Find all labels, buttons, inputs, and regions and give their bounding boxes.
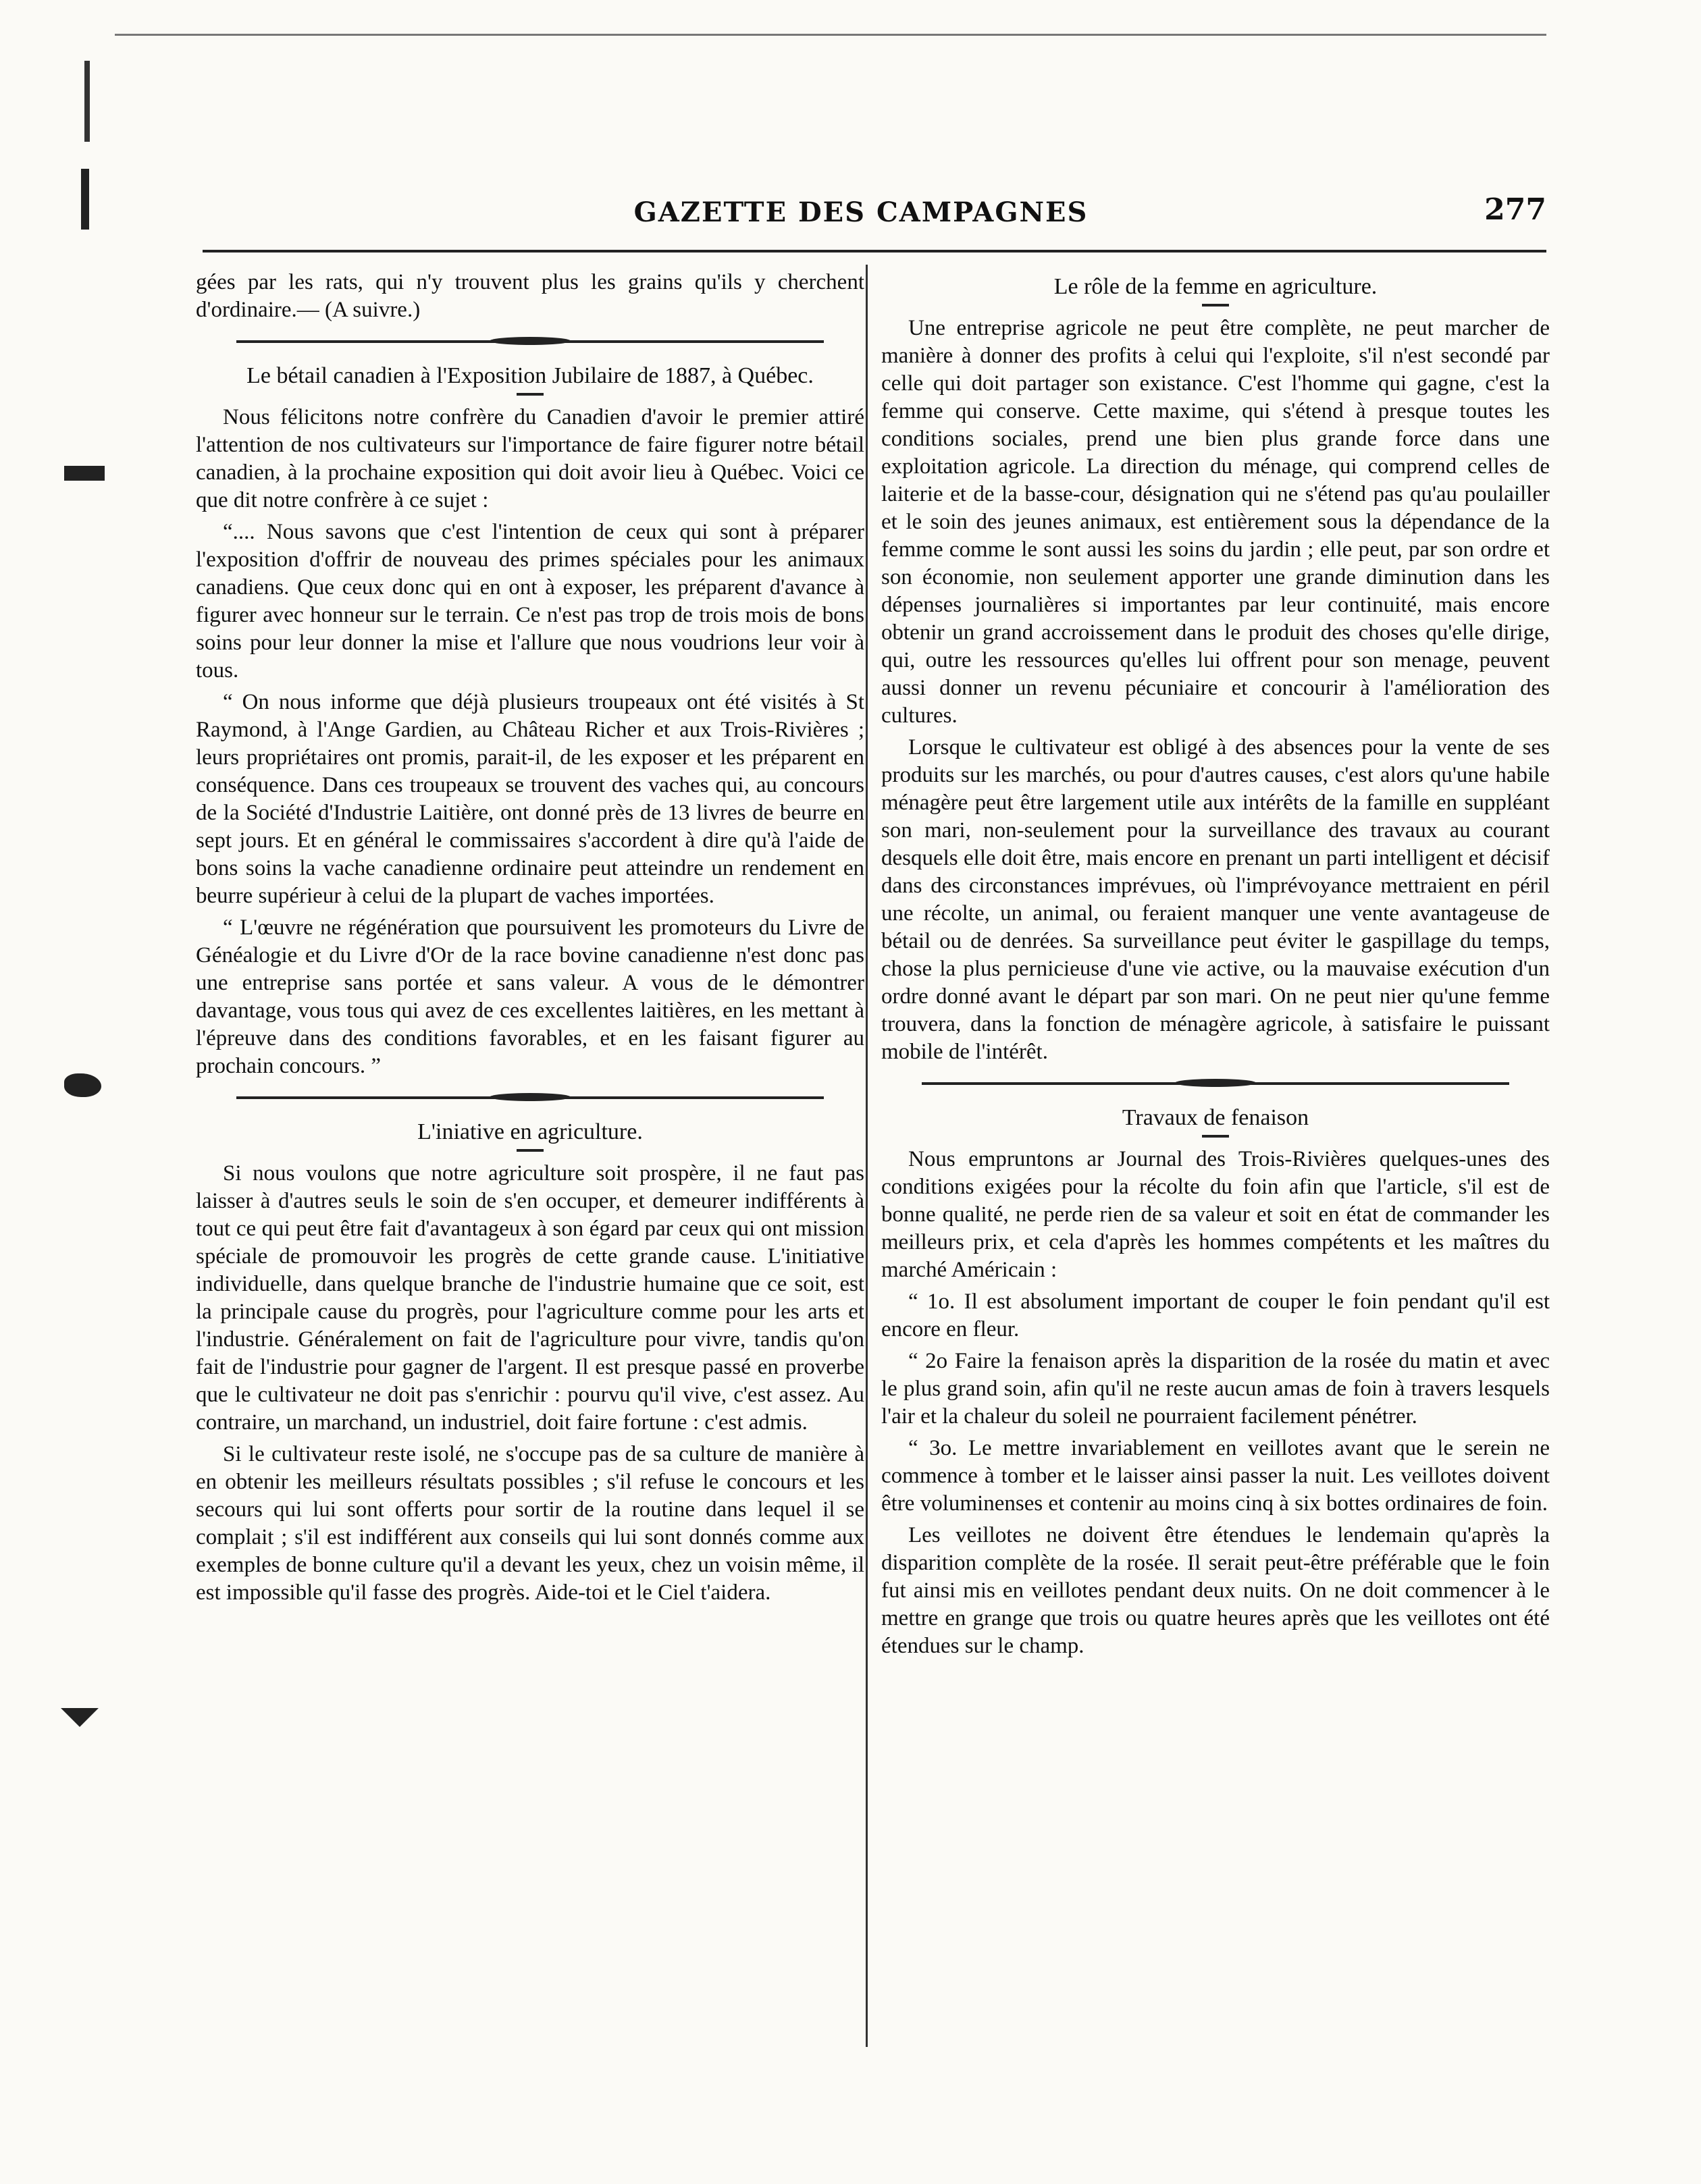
article-paragraph: Si le cultivateur reste isolé, ne s'occupe pas de sa culture de manière à en obtenir les meilleurs résultats possibles ; s'il refuse le concours et les secours qui lui sont offerts pour sortir de la routine dans lequel il se complait ; s'il est indifférent aux conseils qui lui sont donnés comme aux exemples de bonne culture qu'il a devant les yeux, chez un voisin même, il est impossible qu'il fasse des progrès. Aide-toi et le Ciel t'aidera. bbox=[196, 1442, 864, 1605]
article-paragraph: Nous félicitons notre confrère du Canadien d'avoir le premier attiré l'attention de nos cultivateurs sur l'importance de faire figurer notre bétail canadien, à la prochaine exposition qui doit avoir lieu à Québec. Voici ce que dit notre confrère à ce sujet : bbox=[196, 405, 864, 512]
article-paragraph: Une entreprise agricole ne peut être complète, ne peut marcher de manière à donner des profits à celui qui l'exploite, s'il n'est secondé par celle qui doit partager son existance. C'est l'homme qui gagne, c'est la femme qui conserve. Cette maxime, qui s'étend à presque toutes les conditions sociales, prend une bien plus grande force dans une exploitation agricole. La direction du ménage, qui comprend celles de laiterie et de la basse-cour, désignation qui ne s'étend pas qu'au poulailler et le soin des jeunes animaux, est entièrement sous la dépendance de la femme comme le sont aussi les soins du jardin ; elle peut, par son ordre et son économie, non seulement apporter une grande diminution dans les dépenses journalières si importantes par leur continuité, mais encore obtenir un grand accroissement dans le produit des choses qu'elle dirige, qui, outre les ressources qu'elles lui offrent pour son menage, peuvent aussi donner un revenu pécuniaire et concourir à l'amélioration des cultures. bbox=[881, 316, 1550, 728]
right-column bbox=[881, 269, 1550, 1664]
article-paragraph: “ 1o. Il est absolument important de couper le foin pendant qu'il est encore en fleur. bbox=[881, 1289, 1550, 1341]
article-title: Le rôle de la femme en agriculture. bbox=[1053, 274, 1378, 299]
article-paragraph: “ On nous informe que déjà plusieurs troupeaux ont été visités à St Raymond, à l'Ange Gardien, au Château Richer et aux Trois-Rivières ; leurs propriétaires ont promis, parait-il, de les exposer et les préparent en conséquence. Dans ces troupeaux se trouvent des vaches qui, au concours de la Société d'Industrie Laitière, ont donné près de 13 livres de beurre en sept jours. Et en général le commissaires s'accordent à dire qu'à l'aide de bons soins la vache canadienne ordinaire peut atteindre un rendement en beurre supérieur à celui de la plupart de vaches importées. bbox=[196, 690, 864, 908]
continued-text: gées par les rats, qui n'y trouvent plus les grains qu'ils y cherchent d'ordinaire.— (A suivre.) bbox=[196, 270, 864, 322]
article-paragraph: “ 3o. Le mettre invariablement en veillotes avant que le serein ne commence à tomber et le laisser ainsi passer la nuit. Les veillotes doivent être voluminenses et contenir au moins cinq à six bottes ordinaires de foin. bbox=[881, 1436, 1550, 1516]
article-paragraph: Les veillotes ne doivent être étendues le lendemain qu'après la disparition complète de la rosée. Il serait peut-être préférable que le foin fut ainsi mis en veillotes pendant deux nuits. On ne doit commencer à le mettre en grange que trois ou quatre heures après que les veillotes ont été étendues sur le champ. bbox=[881, 1523, 1550, 1658]
article-paragraph: “ 2o Faire la fenaison après la disparition de la rosée du matin et avec le plus grand soin, afin qu'il ne reste aucun amas de foin à travers lesquels l'air et la chaleur du soleil ne pourraient facilement pénétrer. bbox=[881, 1349, 1550, 1429]
title-rule bbox=[517, 1149, 544, 1152]
article-paragraph: “ L'œuvre ne régénération que poursuivent les promoteurs du Livre de Généalogie et du Livre d'Or de la race bovine canadienne n'est donc pas une entreprise sans portée et sans valeur. A vous de le démontrer davantage, vous tous qui avez de ces excellentes laitières, en les mettant à l'épreuve dans des conditions favorables, et en les faisant figurer au prochain concours. ” bbox=[196, 915, 864, 1078]
title-rule bbox=[1202, 304, 1229, 307]
title-rule bbox=[517, 393, 544, 396]
article-paragraph: Lorsque le cultivateur est obligé à des absences pour la vente de ses produits sur les marchés, ou pour d'autres causes, c'est alors qu'une habile ménagère peut être largement utile aux intérêts de la famille en suppléant son mari, non-seulement pour la surveillance des travaux au courant desquels elle doit être, mais encore en prenant un parti intelligent et décisif dans des circonstances imprévues, où l'imprévoyance mettraient en péril une récolte, un animal, ou feraient manquer une vente avantageuse de bétail ou de denrées. Sa surveillance peut éviter le gaspillage du temps, chose la plus pernicieuse d'une vie active, ou la mauvaise exécution d'un ordre donné avant le départ par son mari. On ne peut nier qu'une femme trouvera, dans la fonction de ménagère agricole, à satisfaire le puissant mobile de l'intérêt. bbox=[881, 735, 1550, 1064]
ornament-divider bbox=[881, 1077, 1550, 1090]
left-column bbox=[196, 269, 864, 1611]
margin-mark bbox=[81, 169, 89, 230]
title-rule bbox=[1202, 1135, 1229, 1138]
running-title: GAZETTE DES CAMPAGNES bbox=[633, 196, 1089, 228]
column-divider bbox=[866, 265, 868, 2047]
page-number: 277 bbox=[1484, 192, 1546, 227]
article-title: L'iniative en agriculture. bbox=[417, 1119, 643, 1144]
article-paragraph: Nous empruntons ar Journal des Trois-Rivières quelques-unes des conditions exigées pour la récolte du foin afin que l'article, s'il est de bonne qualité, ne perde rien de sa valeur et soit en état de commander les meilleurs prix, et cela d'après les hommes compétents et les maîtres du marché Américain : bbox=[881, 1147, 1550, 1282]
margin-mark bbox=[61, 1708, 99, 1727]
page-header bbox=[176, 192, 1546, 240]
article-title: Travaux de fenaison bbox=[1122, 1105, 1309, 1130]
scan-top-edge bbox=[115, 34, 1546, 36]
margin-mark bbox=[64, 1073, 101, 1097]
article-paragraph: Si nous voulons que notre agriculture soit prospère, il ne faut pas laisser à d'autres seuls le soin de s'en occuper, et demeurer indifférents à tout ce qui peut être fait d'avantageux à son égard par ceux qui ont mission spéciale de promouvoir les progrès de cette grande cause. L'initiative individuelle, dans quelque branche de l'industrie humaine que ce soit, est la principale cause du progrès, pour l'agriculture comme pour les arts et l'industrie. Généralement on fait de l'agriculture pour vivre, tandis qu'on fait de l'industrie pour gagner de l'argent. Il est presque passé en proverbe que le cultivateur ne doit pas s'enrichir : pourvu qu'il vive, c'est assez. Au contraire, un marchand, un industriel, doit faire fortune : c'est admis. bbox=[196, 1161, 864, 1435]
header-rule bbox=[203, 250, 1546, 252]
ornament-divider bbox=[196, 1091, 864, 1104]
margin-mark bbox=[84, 61, 90, 142]
ornament-divider bbox=[196, 335, 864, 348]
margin-mark bbox=[64, 466, 105, 481]
article-paragraph: “.... Nous savons que c'est l'intention de ceux qui sont à préparer l'exposition d'offrir de nouveau des primes spéciales pour les animaux canadiens. Que ceux donc qui en ont à exposer, les préparent d'avance à figurer avec honneur sur le terrain. Ce n'est pas trop de trois mois de bons soins pour leur donner la mise et l'allure que nous voudrions leur voir à tous. bbox=[196, 520, 864, 683]
article-title: Le bétail canadien à l'Exposition Jubilaire de 1887, à Québec. bbox=[246, 363, 814, 388]
